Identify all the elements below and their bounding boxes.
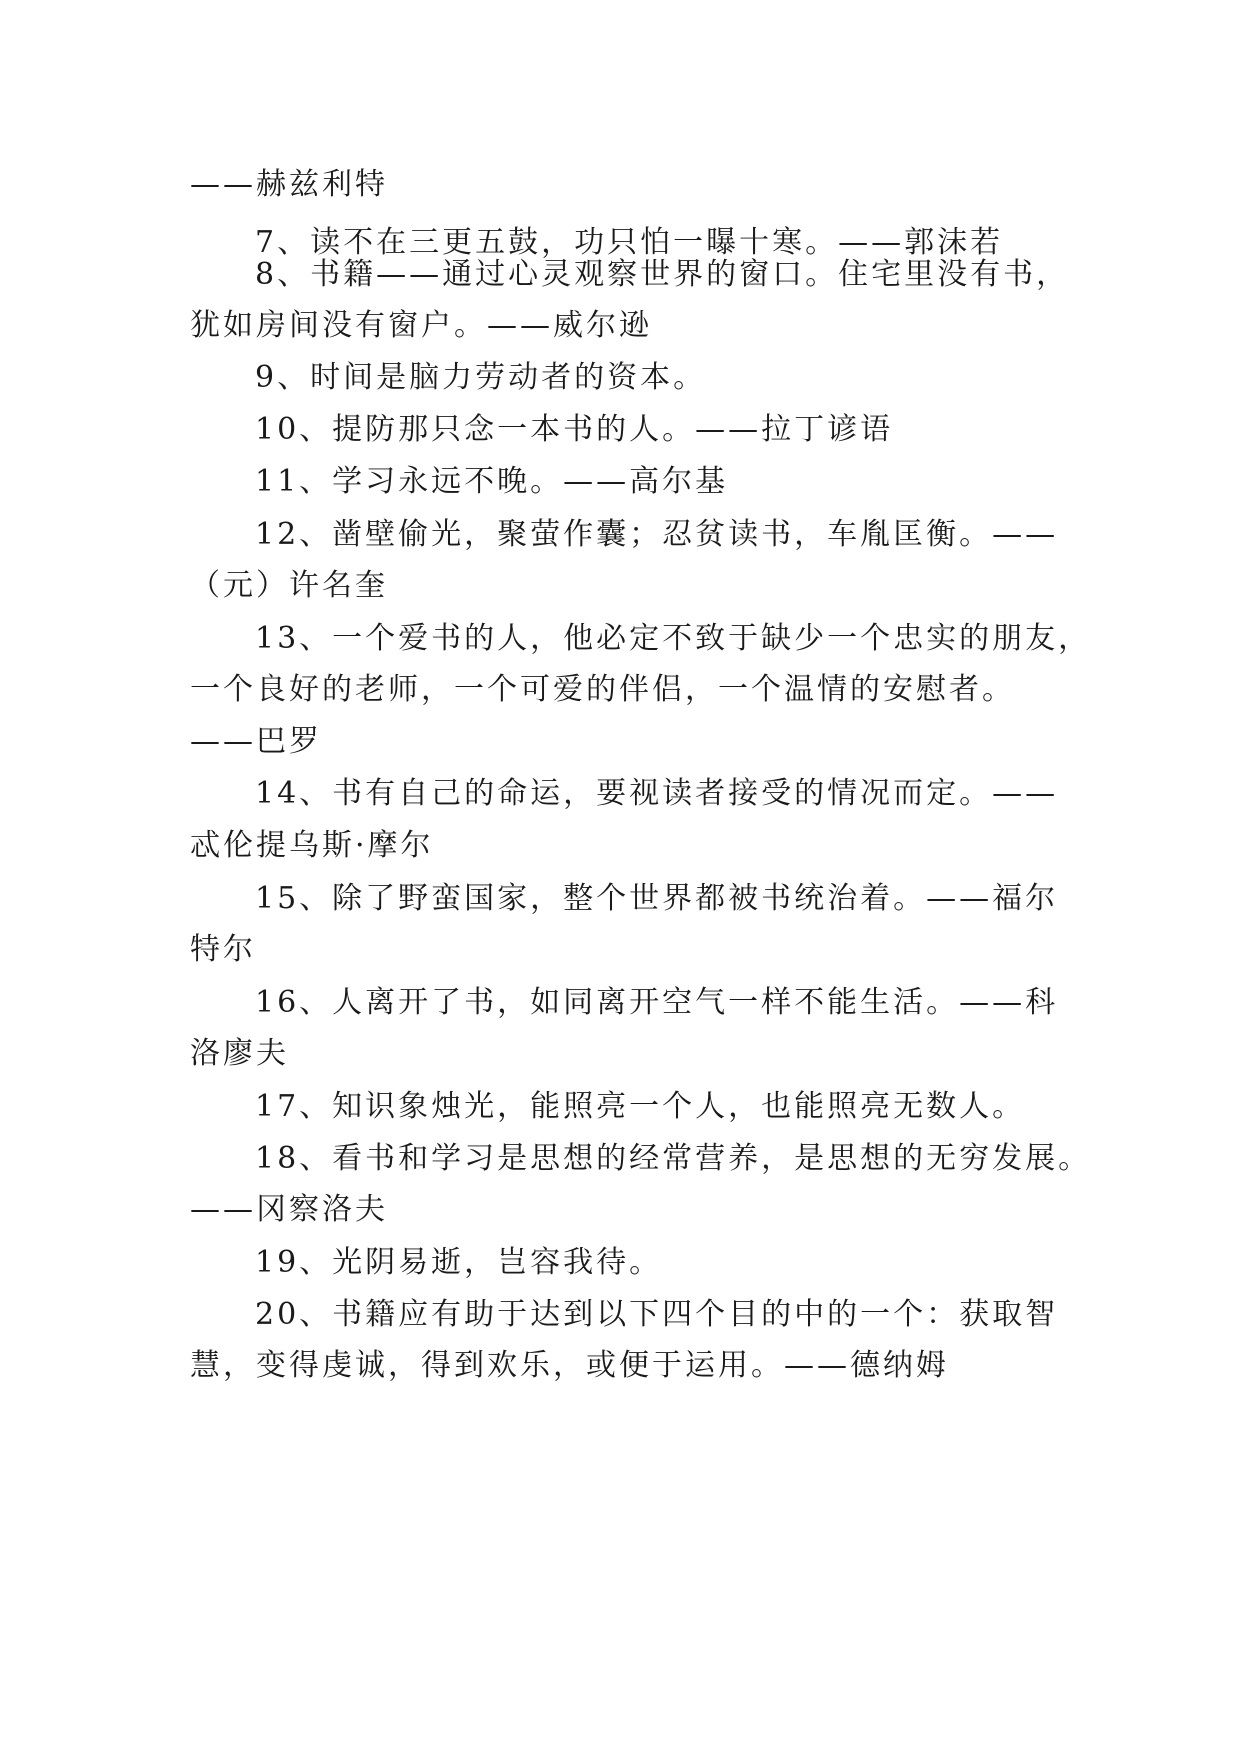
text-line: 忒伦提乌斯·摩尔 bbox=[190, 828, 434, 863]
quote-19: 19、光阴易逝，岂容我待。 bbox=[255, 1245, 663, 1280]
quote-10: 10、提防那只念一本书的人。——拉丁谚语 bbox=[255, 412, 894, 447]
quote-9: 9、时间是脑力劳动者的资本。 bbox=[255, 360, 707, 395]
text-line: 慧，变得虔诚，得到欢乐，或便于运用。——德纳姆 bbox=[190, 1348, 949, 1383]
text-line: 一个良好的老师，一个可爱的伴侣，一个温情的安慰者。 bbox=[190, 672, 1015, 707]
text-line: ——巴罗 bbox=[190, 724, 322, 759]
quote-14: 14、书有自己的命运，要视读者接受的情况而定。—— bbox=[255, 776, 1059, 811]
text-line: ——冈察洛夫 bbox=[190, 1192, 388, 1227]
quote-16: 16、人离开了书，如同离开空气一样不能生活。——科 bbox=[255, 985, 1059, 1020]
quote-7: 7、读不在三更五鼓，功只怕一曝十寒。——郭沫若 bbox=[255, 225, 1004, 260]
quote-17: 17、知识象烛光，能照亮一个人，也能照亮无数人。 bbox=[255, 1089, 1026, 1124]
text-line: 洛廖夫 bbox=[190, 1036, 289, 1071]
quote-15: 15、除了野蛮国家，整个世界都被书统治着。——福尔 bbox=[255, 881, 1059, 916]
text-line: （元）许名奎 bbox=[190, 568, 388, 603]
text-line: 特尔 bbox=[190, 932, 256, 967]
quote-8: 8、书籍——通过心灵观察世界的窗口。住宅里没有书， bbox=[255, 257, 1070, 292]
quote-13: 13、一个爱书的人，他必定不致于缺少一个忠实的朋友， bbox=[255, 621, 1092, 656]
text-line: 犹如房间没有窗户。——威尔逊 bbox=[190, 308, 652, 343]
quote-11: 11、学习永远不晚。——高尔基 bbox=[255, 464, 729, 499]
quote-20: 20、书籍应有助于达到以下四个目的中的一个：获取智 bbox=[255, 1297, 1059, 1332]
quote-18: 18、看书和学习是思想的经常营养，是思想的无穷发展。 bbox=[255, 1141, 1092, 1176]
quote-12: 12、凿壁偷光，聚萤作囊；忍贫读书，车胤匡衡。—— bbox=[255, 517, 1059, 552]
text-line: ——赫兹利特 bbox=[190, 167, 388, 202]
